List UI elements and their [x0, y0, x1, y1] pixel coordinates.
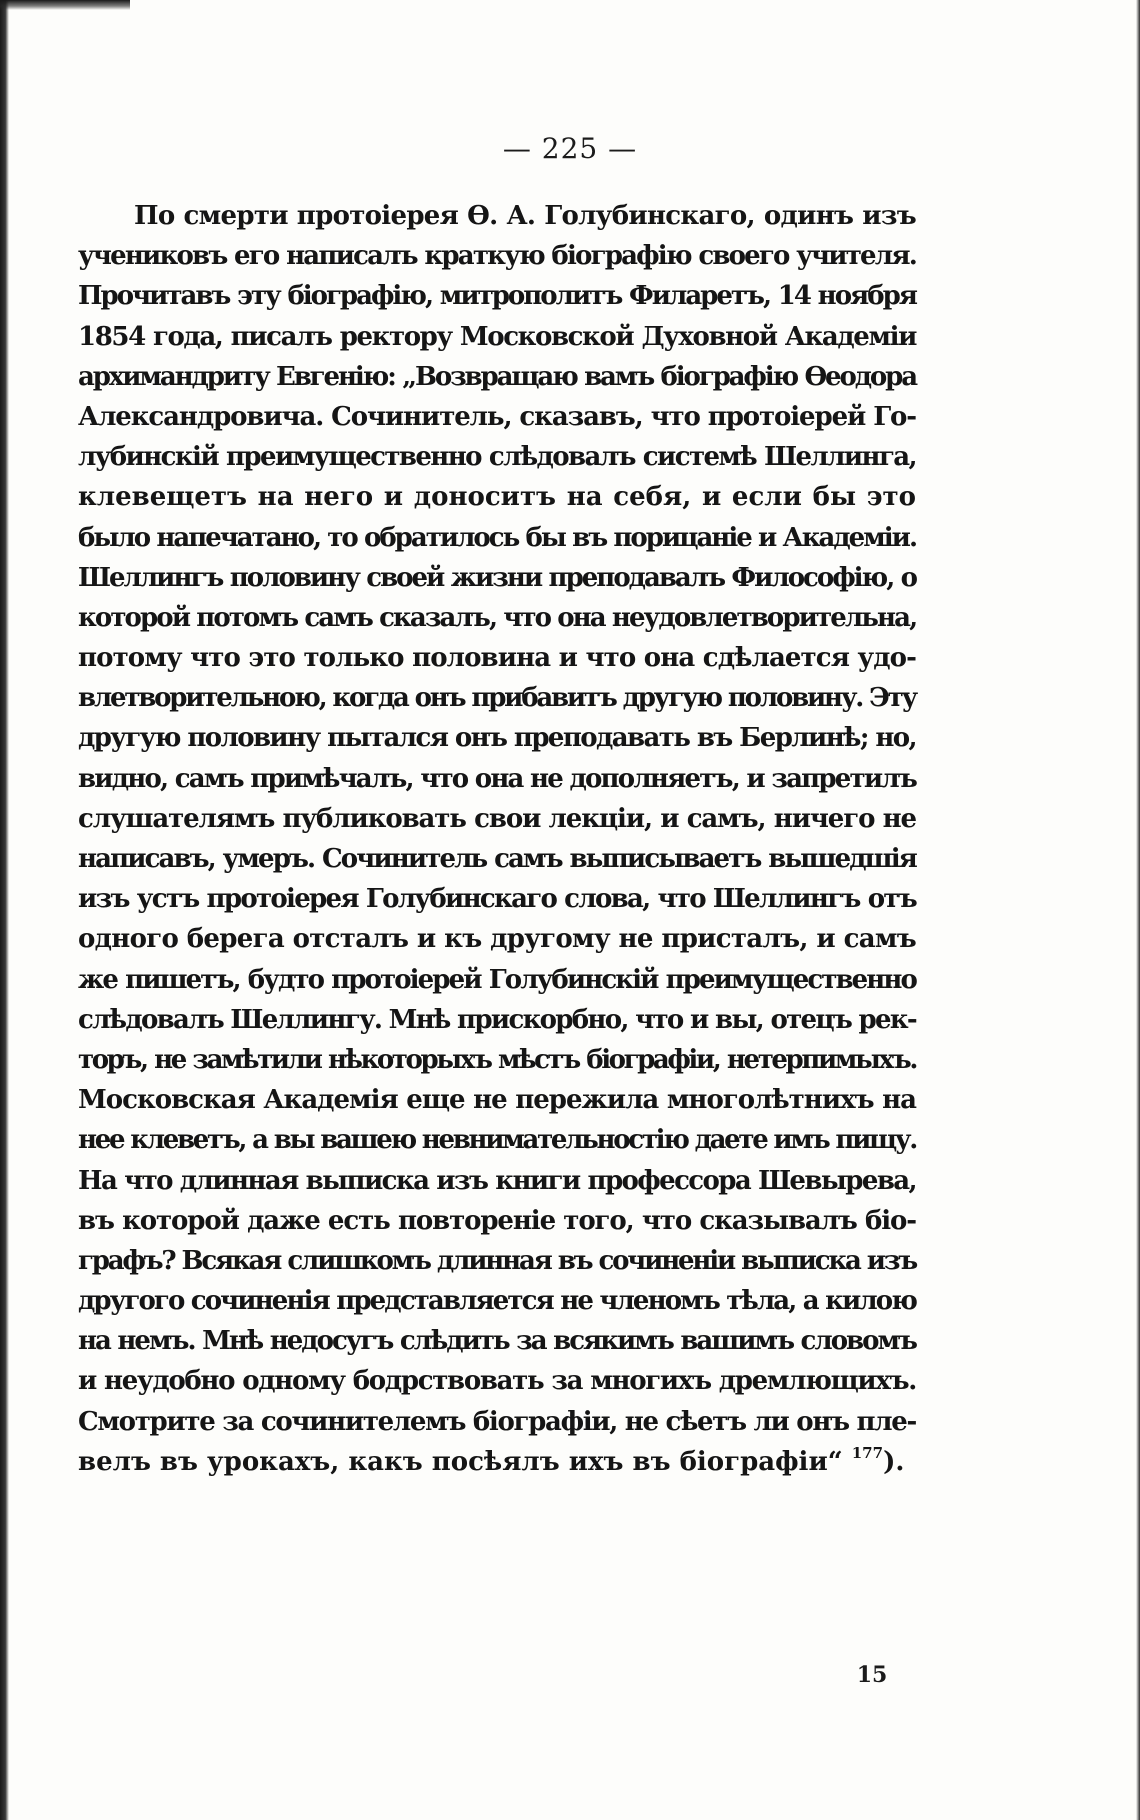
- text-line: Александровича. Сочинитель, сказавъ, что протоіерей Го-: [78, 401, 916, 432]
- text-line: клевещетъ на него и доноситъ на себя, и если бы это: [78, 482, 916, 513]
- footnote-reference[interactable]: 177: [851, 1443, 884, 1462]
- text-line: же пишетъ, будто протоіерей Голубинскій преимущественно: [78, 964, 916, 995]
- text-line: влетворительною, когда онъ прибавитъ другую половину. Эту: [78, 683, 916, 714]
- scan-edge-top: [0, 0, 130, 10]
- text-line: видно, самъ примѣчалъ, что она не дополняетъ, и запретилъ: [78, 763, 916, 794]
- text-line: въ которой даже есть повтореніе того, что сказывалъ біо-: [78, 1205, 916, 1236]
- scan-edge-left: [0, 0, 9, 1820]
- text-line: и неудобно одному бодрствовать за многихъ дремлющихъ.: [78, 1366, 916, 1397]
- body-text: [78, 196, 916, 1482]
- text-line: другого сочиненія представляется не членомъ тѣла, а килою: [78, 1286, 916, 1317]
- text-line: Шеллингъ половину своей жизни преподавалъ Философію, о: [78, 562, 916, 593]
- last-line-text: велъ въ урокахъ, какъ посѣялъ ихъ въ біографіи“: [78, 1446, 843, 1477]
- text-line: изъ устъ протоіерея Голубинскаго слова, что Шеллингъ отъ: [78, 884, 916, 915]
- text-line: лубинскій преимущественно слѣдовалъ системѣ Шеллинга,: [78, 442, 916, 473]
- text-line: 1854 года, писалъ ректору Московской Духовной Академіи: [78, 321, 916, 352]
- text-line: архимандриту Евгенію: „Возвращаю вамъ біографію Ѳеодора: [78, 361, 916, 392]
- last-line-closing: ).: [883, 1446, 905, 1477]
- page-number: — 225 —: [502, 132, 638, 165]
- text-line: слушателямъ публиковать свои лекціи, и самъ, ничего не: [78, 803, 916, 834]
- text-line: слѣдовалъ Шеллингу. Мнѣ прискорбно, что и вы, отецъ рек-: [78, 1004, 916, 1035]
- text-line: Московская Академія еще не пережила многолѣтнихъ на: [78, 1085, 916, 1116]
- text-line: написавъ, умеръ. Сочинитель самъ выписываетъ вышедшія: [78, 844, 916, 874]
- text-line: другую половину пытался онъ преподавать въ Берлинѣ; но,: [78, 723, 916, 754]
- text-line: Смотрите за сочинителемъ біографіи, не сѣетъ ли онъ пле-: [78, 1406, 916, 1437]
- text-line: На что длинная выписка изъ книги профессора Шевырева,: [78, 1165, 916, 1196]
- text-line: нее клеветъ, а вы вашею невнимательностію даете имъ пищу.: [78, 1125, 916, 1156]
- signature-mark: 15: [856, 1662, 888, 1688]
- text-line: которой потомъ самъ сказалъ, что она неудовлетворительна,: [78, 602, 917, 633]
- text-line: Прочитавъ эту біографію, митрополитъ Филаретъ, 14 ноября: [78, 281, 916, 312]
- text-line: потому что это только половина и что она сдѣлается удо-: [78, 643, 916, 674]
- text-line: одного берега отсталъ и къ другому не присталъ, и самъ: [78, 924, 916, 955]
- text-line: графъ? Всякая слишкомъ длинная въ сочиненіи выписка изъ: [78, 1245, 916, 1276]
- text-line: торъ, не замѣтили нѣкоторыхъ мѣстъ біографіи, нетерпимыхъ.: [78, 1044, 916, 1075]
- text-line: было напечатано, то обратилось бы въ порицаніе и Академіи.: [78, 522, 916, 553]
- text-line-last: [78, 1442, 916, 1482]
- text-line: на немъ. Мнѣ недосугъ слѣдить за всякимъ вашимъ словомъ: [78, 1326, 916, 1357]
- scan-edge-right: [1136, 0, 1140, 1820]
- text-line: По смерти протоіерея Ѳ. А. Голубинскаго, одинъ изъ: [134, 201, 916, 231]
- text-line: учениковъ его написалъ краткую біографію своего учителя.: [78, 241, 916, 272]
